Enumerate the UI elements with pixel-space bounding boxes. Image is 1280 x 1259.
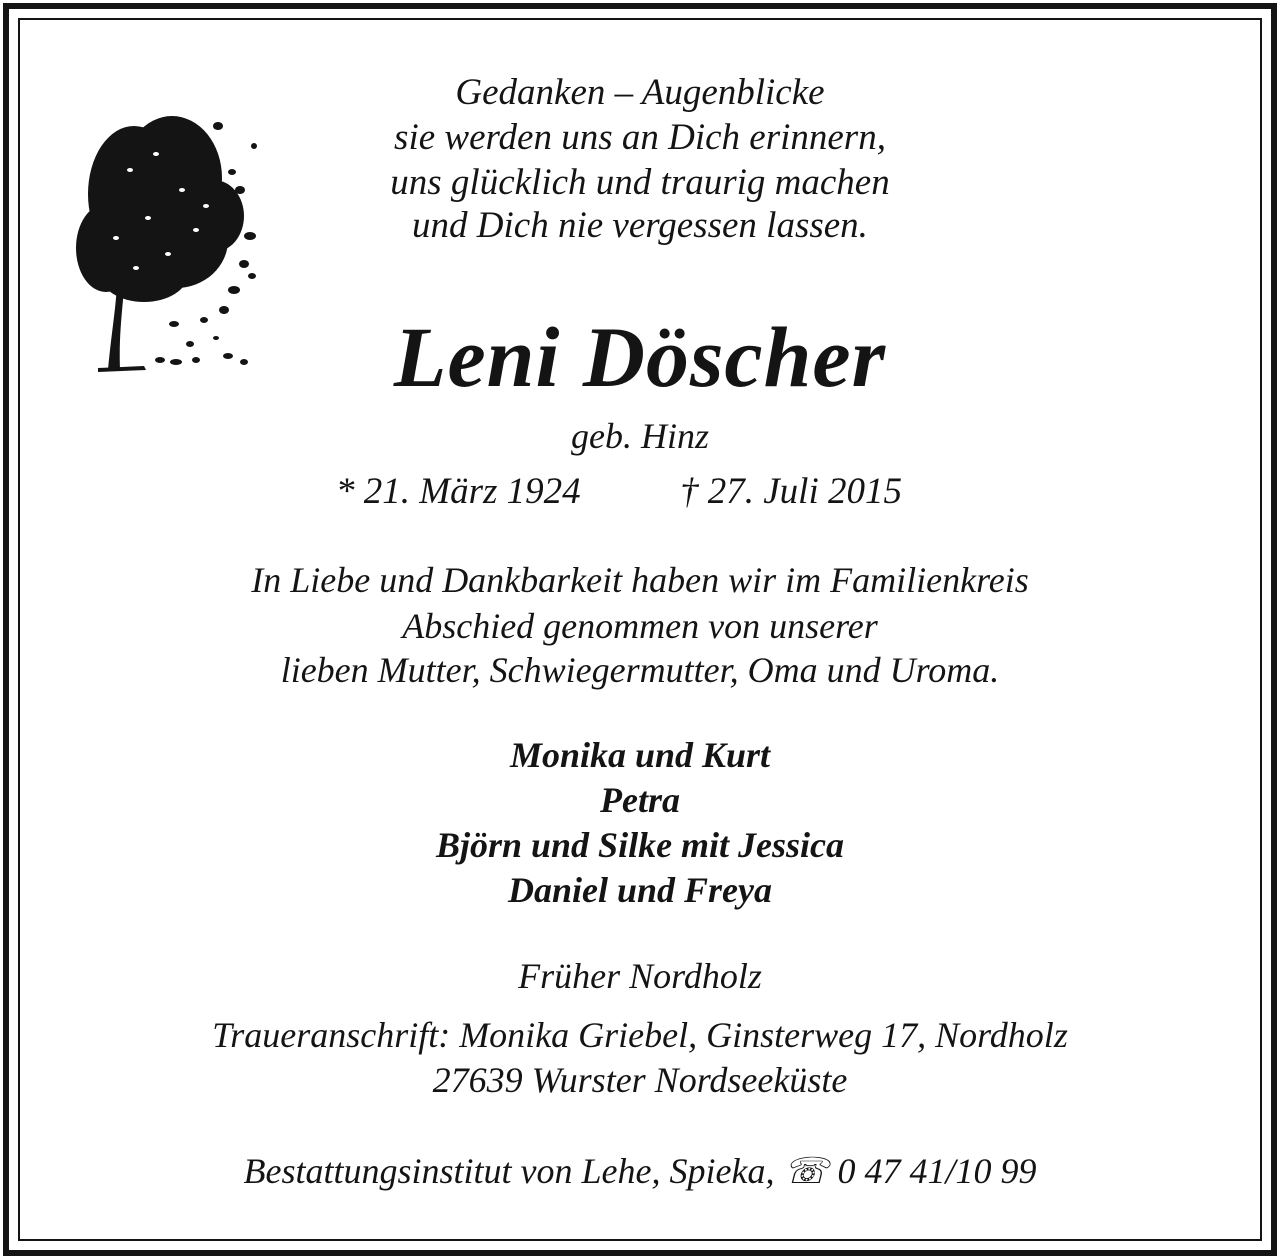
mourning-address: 27639 Wurster Nordseeküste	[432, 1060, 848, 1100]
former-residence: Früher Nordholz	[518, 956, 762, 996]
poem-line: und Dich nie vergessen lassen.	[412, 205, 868, 246]
birth-name: geb. Hinz	[571, 416, 709, 456]
poem-line: Gedanken – Augenblicke	[455, 72, 825, 113]
birth-date: * 21. März 1924	[336, 471, 581, 512]
family-member: Daniel und Freya	[507, 870, 773, 910]
message-line: In Liebe und Dankbarkeit haben wir im Familienkreis	[251, 560, 1029, 600]
poem-line: uns glücklich und traurig machen	[390, 162, 890, 203]
family-member: Petra	[600, 780, 680, 820]
poem-line: sie werden uns an Dich erinnern,	[394, 117, 886, 158]
family-member: Björn und Silke mit Jessica	[435, 825, 845, 865]
mourning-address: Traueranschrift: Monika Griebel, Ginsterweg 17, Nordholz	[212, 1015, 1068, 1055]
message-line: Abschied genommen von unserer	[402, 606, 878, 646]
funeral-home: Bestattungsinstitut von Lehe, Spieka, ☏ 0 47 41/10 99	[243, 1151, 1037, 1191]
life-dates	[0, 470, 1280, 516]
message-line: lieben Mutter, Schwiegermutter, Oma und Uroma.	[280, 650, 1000, 690]
death-date: † 27. Juli 2015	[680, 471, 902, 512]
family-member: Monika und Kurt	[509, 735, 771, 775]
deceased-name: Leni Döscher	[393, 309, 887, 405]
